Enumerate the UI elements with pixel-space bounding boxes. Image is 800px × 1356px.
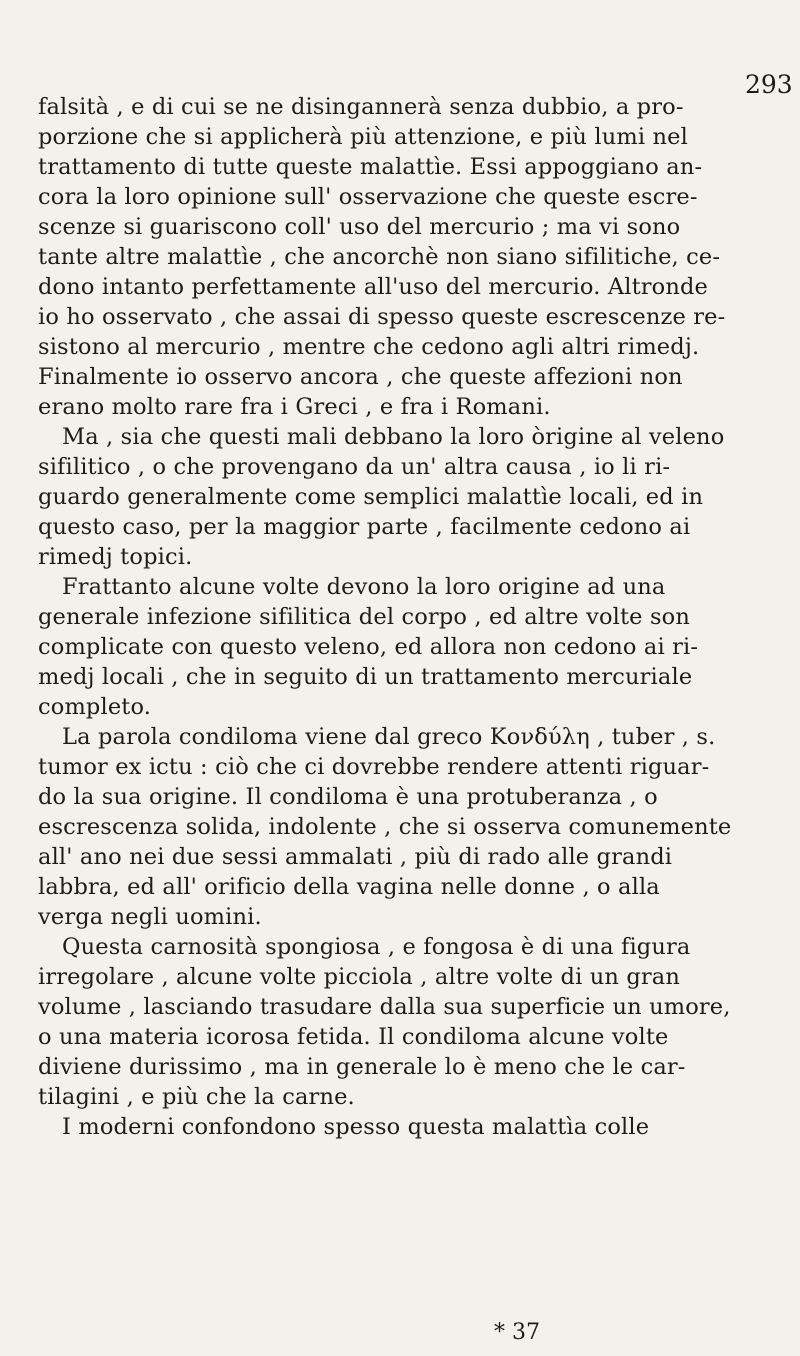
text-line: medj locali , che in seguito di un trattamento mercuriale bbox=[38, 664, 693, 690]
text-line: sifilitico , o che provengano da un' altra causa , io li ri- bbox=[38, 454, 671, 480]
text-line: dono intanto perfettamente all'uso del mercurio. Altronde bbox=[38, 274, 709, 300]
text-line: rimedj topici. bbox=[38, 544, 193, 570]
text-line: falsità , e di cui se ne disingannerà senza dubbio, a pro- bbox=[38, 94, 684, 120]
text-line: Frattanto alcune volte devono la loro origine ad una bbox=[62, 574, 666, 600]
text-line: La parola condiloma viene dal greco Κονδύλη , tuber , s. bbox=[62, 724, 716, 750]
text-line: do la sua origine. Il condiloma è una protuberanza , o bbox=[38, 784, 658, 810]
text-line: questo caso, per la maggior parte , facilmente cedono ai bbox=[38, 514, 691, 540]
signature-mark: * 37 bbox=[494, 1320, 540, 1345]
text-line: guardo generalmente come semplici malattìe locali, ed in bbox=[38, 484, 704, 510]
text-line: Questa carnosità spongiosa , e fongosa è di una figura bbox=[62, 934, 691, 960]
text-line: Finalmente io osservo ancora , che queste affezioni non bbox=[38, 364, 683, 390]
text-line: escrescenza solida, indolente , che si osserva comunemente bbox=[38, 814, 732, 840]
text-line: porzione che si applicherà più attenzione, e più lumi nel bbox=[38, 124, 688, 150]
text-line: erano molto rare fra i Greci , e fra i Romani. bbox=[38, 394, 551, 420]
text-line: diviene durissimo , ma in generale lo è meno che le car- bbox=[38, 1054, 686, 1080]
text-line: generale infezione sifilitica del corpo , ed altre volte son bbox=[38, 604, 690, 630]
text-line: cora la loro opinione sull' osservazione che queste escre- bbox=[38, 184, 698, 210]
text-line: io ho osservato , che assai di spesso queste escrescenze re- bbox=[38, 304, 726, 330]
page-number: 293 bbox=[745, 70, 793, 99]
text-line: Ma , sia che questi mali debbano la loro òrigine al veleno bbox=[62, 424, 725, 450]
text-line: trattamento di tutte queste malattìe. Essi appoggiano an- bbox=[38, 154, 703, 180]
text-line: labbra, ed all' orificio della vagina nelle donne , o alla bbox=[38, 874, 660, 900]
text-line: complicate con questo veleno, ed allora non cedono ai ri- bbox=[38, 634, 699, 660]
text-line: all' ano nei due sessi ammalati , più di rado alle grandi bbox=[38, 844, 673, 870]
text-line: verga negli uomini. bbox=[38, 904, 262, 930]
text-line: I moderni confondono spesso questa malattìa colle bbox=[62, 1114, 650, 1140]
text-line: volume , lasciando trasudare dalla sua superficie un umore, bbox=[38, 994, 731, 1020]
text-line: tilagini , e più che la carne. bbox=[38, 1084, 355, 1110]
text-line: scenze si guariscono coll' uso del mercurio ; ma vi sono bbox=[38, 214, 681, 240]
text-line: tumor ex ictu : ciò che ci dovrebbe rendere attenti riguar- bbox=[38, 754, 710, 780]
text-line: irregolare , alcune volte picciola , altre volte di un gran bbox=[38, 964, 680, 990]
text-line: tante altre malattìe , che ancorchè non siano sifilitiche, ce- bbox=[38, 244, 721, 270]
text-line: sistono al mercurio , mentre che cedono agli altri rimedj. bbox=[38, 334, 700, 360]
text-line: o una materia icorosa fetida. Il condiloma alcune volte bbox=[38, 1024, 669, 1050]
text-line: completo. bbox=[38, 694, 152, 720]
